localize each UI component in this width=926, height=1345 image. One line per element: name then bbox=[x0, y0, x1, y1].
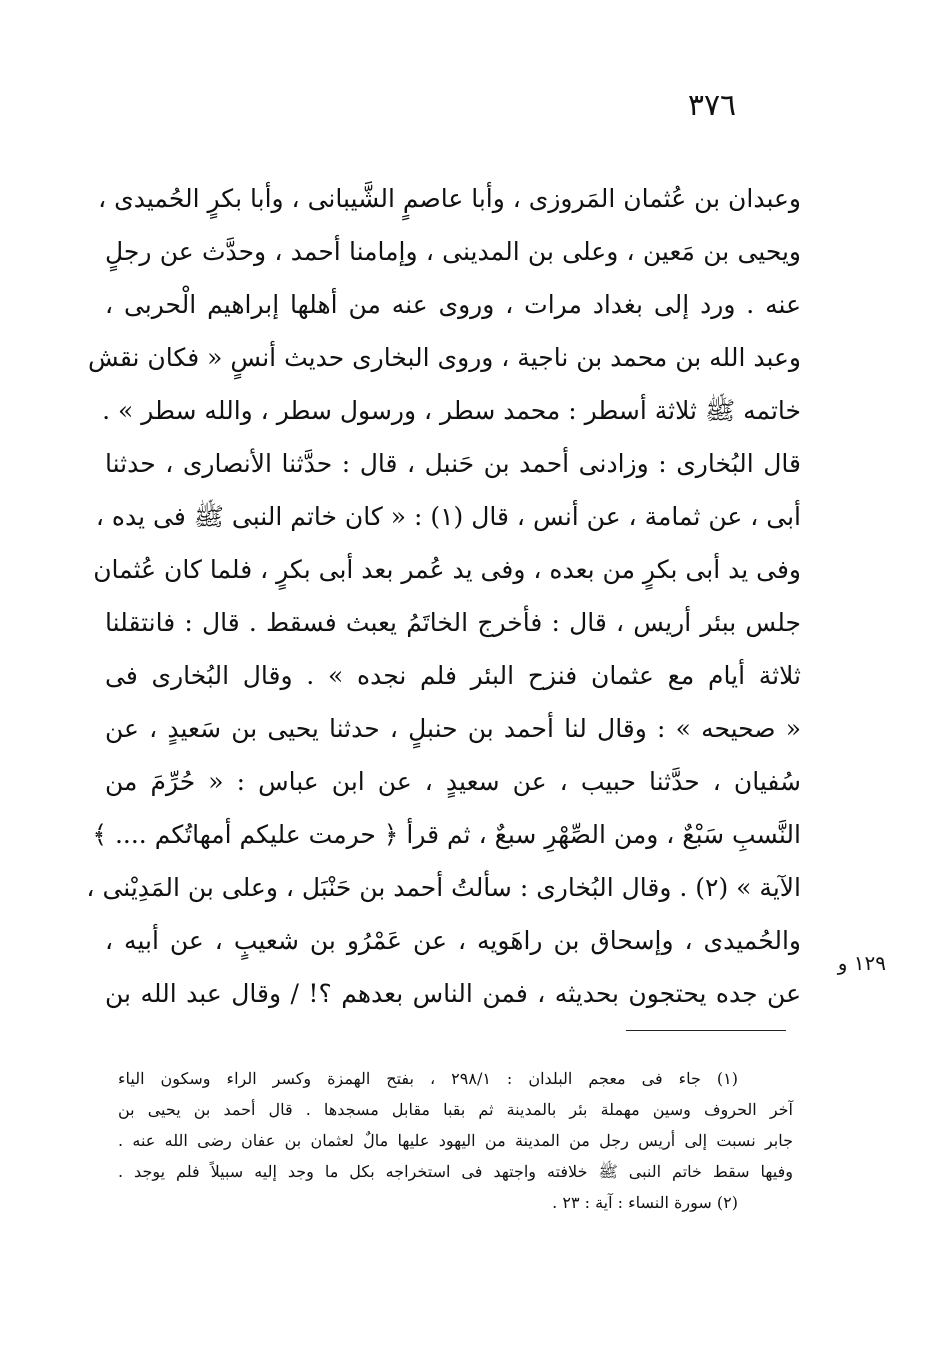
page-number: ٣٧٦ bbox=[687, 88, 737, 123]
text-line: أبى ، عن ثمامة ، عن أنس ، قال (١) : « كان خاتم النبى ﷺ فى يده ، bbox=[95, 502, 801, 531]
footnote-line: (٢) سورة النساء : آية : ٢٣ . bbox=[552, 1193, 738, 1212]
main-text bbox=[86, 172, 802, 1020]
text-line: ثلاثة أيام مع عثمان فنزح البئر فلم نجده » . وقال البُخارى فى bbox=[105, 661, 801, 690]
text-line: وعبد الله بن محمد بن ناجية ، وروى البخارى حديث أنسٍ « فكان نقش bbox=[88, 343, 801, 372]
text-line: والحُميدى ، وإسحاق بن راهَويه ، عن عَمْرُو بن شعيبٍ ، عن أبيه ، bbox=[105, 926, 801, 955]
text-line: قال البُخارى : وزادنى أحمد بن حَنبل ، قال : حدَّثنا الأنصارى ، حدثنا bbox=[105, 449, 801, 478]
text-line: الآية » (٢) . وقال البُخارى : سألتُ أحمد بن حَنْبَل ، وعلى بن المَدِيْنى ، bbox=[86, 873, 801, 902]
text-line: عن جده يحتجون بحديثه ، فمن الناس بعدهم ؟! / وقال عبد الله بن bbox=[105, 979, 801, 1008]
text-line: وعبدان بن عُثمان المَروزى ، وأبا عاصمٍ الشَّيبانى ، وأبا بكرٍ الحُميدى ، bbox=[98, 184, 801, 213]
footnotes bbox=[118, 1063, 793, 1218]
text-line: وفى يد أبى بكرٍ من بعده ، وفى يد عُمر بعد أبى بكرٍ ، فلما كان عُثمان bbox=[93, 555, 801, 584]
footnote-line: آخر الحروف وسين مهملة بئر بالمدينة ثم بقبا مقابل مسجدها . قال أحمد بن يحيى بن bbox=[118, 1100, 794, 1119]
text-line: جلس ببئر أريس ، قال : فأخرج الخاتَمُ يعبث فسقط . قال : فانتقلنا bbox=[105, 608, 802, 637]
footnote-line: وفيها سقط خاتم النبى ﷺ خلافته واجتهد فى استخراجه بكل ما وجد إليه سبيلاً فلم يوجد . bbox=[118, 1162, 793, 1181]
footnote-divider bbox=[626, 1030, 786, 1031]
text-line: ويحيى بن مَعين ، وعلى بن المدينى ، وإمامنا أحمد ، وحدَّث عن رجلٍ bbox=[105, 237, 801, 266]
footnote-line: جابر نسبت إلى أريس رجل من المدينة من اليهود عليها مالٌ لعثمان بن عفان رضى الله عنه . bbox=[118, 1131, 793, 1150]
text-line: النَّسبِ سَبْعٌ ، ومن الصِّهْرِ سبعٌ ، ثم قرأ ﴿ حرمت عليكم أمهاتُكم .... ﴾ bbox=[92, 820, 801, 849]
text-line: عنه . ورد إلى بغداد مرات ، وروى عنه من أهلها إبراهيم الْحربى ، bbox=[105, 290, 801, 319]
text-line: خاتمه ﷺ ثلاثة أسطر : محمد سطر ، ورسول سطر ، والله سطر » . bbox=[102, 396, 801, 425]
text-line: « صحيحه » : وقال لنا أحمد بن حنبلٍ ، حدثنا يحيى بن سَعيدٍ ، عن bbox=[105, 714, 801, 743]
margin-note: ١٢٩ و bbox=[837, 951, 886, 975]
footnote-line: (١) جاء فى معجم البلدان : ٢٩٨/١ ، بفتح الهمزة وكسر الراء وسكون الياء bbox=[118, 1069, 739, 1088]
text-line: سُفيان ، حدَّثنا حبيب ، عن سعيدٍ ، عن ابن عباس : « حُرِّمَ من bbox=[105, 767, 801, 796]
